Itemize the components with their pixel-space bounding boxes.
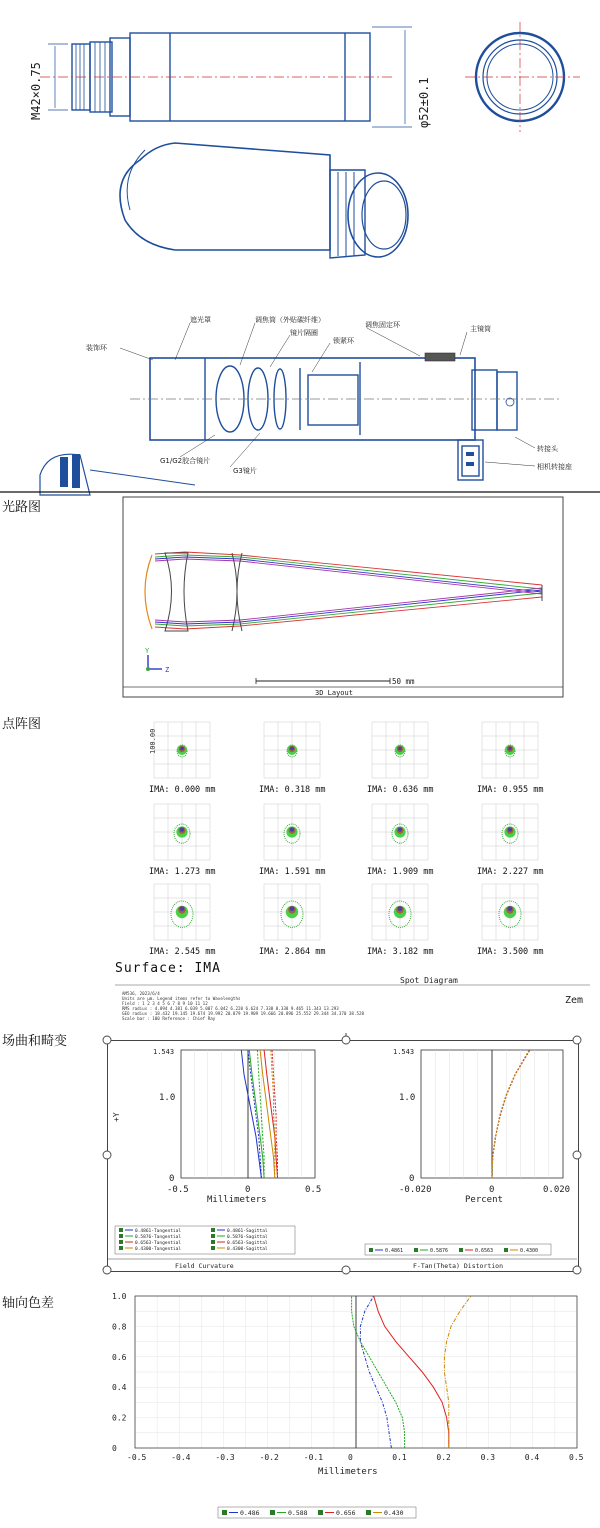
legend-item-label: 0.5876 <box>430 1248 449 1254</box>
spot-cell-label: IMA: 3.500 mm <box>477 947 544 957</box>
legend-item-label: 0.430 <box>384 1509 404 1517</box>
axial-color-chart <box>100 1286 600 1528</box>
spot-cell-label: IMA: 0.955 mm <box>477 785 544 795</box>
spot-cell-label: IMA: 1.273 mm <box>149 867 216 877</box>
y-tick-label: 1.0 <box>112 1292 127 1301</box>
spot-scale-label: 100.00 <box>149 728 157 754</box>
legend-item-label: 0.5876-Tangential <box>135 1235 182 1240</box>
spot-cell-label: IMA: 2.227 mm <box>477 867 544 877</box>
legend-item-label: 0.4861-Sagittal <box>227 1229 268 1234</box>
dist-x-tick-0: -0.020 <box>399 1185 432 1195</box>
spot-info-row: AM536, 2023/6/4 <box>122 991 160 996</box>
x-tick-label: 0 <box>348 1453 353 1462</box>
legend-item-label: 0.6563 <box>475 1248 494 1254</box>
dist-y-mid-label: 1.0 <box>399 1093 416 1103</box>
callout-zhujingtong: 主镜筒 <box>470 325 491 333</box>
spot-cell <box>367 722 434 795</box>
x-tick-label: -0.1 <box>303 1453 324 1462</box>
legend-check-icon[interactable] <box>222 1510 227 1515</box>
layout-3d <box>120 497 565 699</box>
spot-cell-label: IMA: 2.864 mm <box>259 947 326 957</box>
spot-cell-label: IMA: 1.909 mm <box>367 867 434 877</box>
legend-item-label: 0.588 <box>288 1509 308 1517</box>
legend-check-icon[interactable] <box>119 1246 123 1250</box>
fc-caption: Field Curvature <box>175 1262 234 1270</box>
dist-x-tick-2: 0.020 <box>543 1185 571 1195</box>
spot-cell-label: IMA: 0.636 mm <box>367 785 434 795</box>
callout-zhuanjietou: 转接头 <box>537 445 558 453</box>
y-tick-label: 0 <box>112 1444 117 1453</box>
spot-info-row: RMS radius : 4.094 4.381 6.039 5.007 6.042 6.220 6.624 7.338 8.338 9.465 11.343 13.293 <box>122 1006 339 1011</box>
legend-check-icon[interactable] <box>211 1246 215 1250</box>
dist-y-zero-label: 0 <box>409 1174 415 1184</box>
surface-label: Surface: IMA <box>115 961 221 976</box>
fc-y-mid-label: 1.0 <box>159 1093 176 1103</box>
legend-check-icon[interactable] <box>211 1240 215 1244</box>
spot-cell-label: IMA: 2.545 mm <box>149 947 216 957</box>
dim-diameter: φ52±0.1 <box>417 77 431 128</box>
section-label-axial: 轴向色差 <box>2 1296 55 1311</box>
spot-cell <box>367 804 434 877</box>
legend-item-label: 0.6563-Tangential <box>135 1241 182 1246</box>
dist-x-tick-1: 0 <box>489 1185 495 1195</box>
spot-cell-label: IMA: 0.318 mm <box>259 785 326 795</box>
legend-check-icon[interactable] <box>119 1234 123 1238</box>
legend-check-icon[interactable] <box>318 1510 323 1515</box>
x-tick-label: -0.5 <box>127 1453 147 1462</box>
legend-check-icon[interactable] <box>366 1510 371 1515</box>
spot-cell <box>477 722 544 795</box>
fc-xlabel: Millimeters <box>207 1195 267 1205</box>
legend-check-icon[interactable] <box>119 1228 123 1232</box>
legend-item-label: 0.4861 <box>385 1248 404 1254</box>
series-line <box>492 1050 529 1178</box>
legend-item-label: 0.656 <box>336 1509 356 1517</box>
y-tick-label: 0.6 <box>112 1352 127 1362</box>
series-line <box>492 1050 529 1178</box>
legend-item-label: 0.4300 <box>520 1248 539 1254</box>
fc-y-axis-label: +Y <box>112 1112 121 1122</box>
callout-g1g2: G1/G2胶合镜片 <box>160 457 211 465</box>
distortion-chart <box>347 1040 577 1270</box>
axis-y-label: Y <box>145 647 150 655</box>
dist-xlabel: Percent <box>465 1195 503 1205</box>
series-line <box>492 1050 530 1178</box>
spot-cell <box>367 884 434 957</box>
spot-info-row: Units are µm. Legend items refer to Wavelengths <box>122 996 241 1001</box>
callout-tiaojiaoguding: 调焦固定环 <box>365 321 400 329</box>
legend-item-label: 0.4861-Tangential <box>135 1229 182 1234</box>
y-tick-label: 0.4 <box>112 1383 127 1393</box>
x-tick-label: -0.3 <box>215 1453 235 1462</box>
callout-jingpiangehuan: 镜片隔圈 <box>290 329 318 337</box>
scale-bar-label: 50 mm <box>392 677 415 686</box>
dist-caption: F-Tan(Theta) Distortion <box>413 1262 504 1270</box>
legend-item-label: 0.4300-Sagittal <box>227 1247 268 1252</box>
section-label-spot: 点阵图 <box>2 717 42 732</box>
section-label-ray-path: 光路图 <box>2 500 42 515</box>
spot-cell <box>259 804 326 877</box>
ax-xlabel: Millimeters <box>318 1467 378 1477</box>
legend-item-label: 0.5876-Sagittal <box>227 1235 268 1240</box>
mechanical-drawing <box>0 0 600 495</box>
legend-check-icon[interactable] <box>369 1248 373 1252</box>
x-tick-label: 0.5 <box>569 1453 584 1462</box>
section-label-field: 场曲和畸变 <box>2 1034 68 1049</box>
dim-thread: M42×0.75 <box>29 62 43 120</box>
callout-tiaojiaotong: 调焦筒（外贴碳纤维） <box>255 316 325 324</box>
y-tick-label: 0.2 <box>112 1413 127 1423</box>
x-tick-label: 0.3 <box>480 1453 496 1462</box>
legend-check-icon[interactable] <box>211 1234 215 1238</box>
legend-item-label: 0.486 <box>240 1509 260 1517</box>
spot-cell-label: IMA: 0.000 mm <box>149 785 216 795</box>
spot-cell <box>149 804 216 877</box>
fc-y-top-label: 1.543 <box>153 1048 175 1056</box>
callout-zhuangshihuan: 装饰环 <box>86 344 107 352</box>
x-tick-label: 0.4 <box>524 1453 540 1462</box>
series-line <box>492 1050 530 1178</box>
legend-check-icon[interactable] <box>414 1248 418 1252</box>
callout-xiangji: 相机转接座 <box>537 463 572 471</box>
spot-cell <box>149 722 216 795</box>
spot-info-row: Field : 1 2 3 4 5 6 7 8 9 10 11 12 <box>122 1001 208 1006</box>
spot-cell-label: IMA: 3.182 mm <box>367 947 434 957</box>
callout-suojinhuan: 锁紧环 <box>333 337 354 345</box>
brand-label: Zem <box>565 995 584 1006</box>
spot-cell-label: IMA: 1.591 mm <box>259 867 326 877</box>
legend-check-icon[interactable] <box>270 1510 275 1515</box>
spot-cell <box>477 884 544 957</box>
spot-diagram <box>110 712 600 1021</box>
axis-z-label: Z <box>165 666 170 674</box>
spot-cell <box>259 884 326 957</box>
field-curvature-chart <box>107 1040 347 1270</box>
callout-zheguangzhao: 遮光罩 <box>190 316 211 324</box>
callout-g3: G3镜片 <box>233 467 257 475</box>
fc-y-zero-label: 0 <box>169 1174 175 1184</box>
fc-x-tick-1: 0 <box>245 1185 251 1195</box>
fc-x-tick-2: 0.5 <box>305 1185 322 1195</box>
legend-check-icon[interactable] <box>211 1228 215 1232</box>
legend-check-icon[interactable] <box>504 1248 508 1252</box>
spot-cell <box>259 722 326 795</box>
spot-info-row: GEO radius : 18.432 19.145 19.674 19.992 20.879 19.909 19.666 20.896 25.552 29.344 34.370 38.528 <box>122 1011 365 1016</box>
layout-caption: 3D Layout <box>315 689 353 697</box>
y-tick-label: 0.8 <box>112 1322 127 1332</box>
spot-cell <box>477 804 544 877</box>
fc-x-tick-0: -0.5 <box>167 1185 189 1195</box>
spot-title: Spot Diagram <box>400 976 458 985</box>
legend-check-icon[interactable] <box>459 1248 463 1252</box>
x-tick-label: 0.1 <box>392 1453 407 1462</box>
spot-cell <box>149 884 216 957</box>
legend-check-icon[interactable] <box>119 1240 123 1244</box>
x-tick-label: -0.4 <box>171 1453 191 1462</box>
x-tick-label: -0.2 <box>259 1453 279 1462</box>
spot-info-row: Scale bar : 100 Reference : Chief Ray <box>122 1016 216 1021</box>
dist-y-top-label: 1.543 <box>393 1048 415 1056</box>
legend-item-label: 0.4300-Tangential <box>135 1247 182 1252</box>
legend-item-label: 0.6563-Sagittal <box>227 1241 268 1246</box>
x-tick-label: 0.2 <box>436 1453 451 1462</box>
